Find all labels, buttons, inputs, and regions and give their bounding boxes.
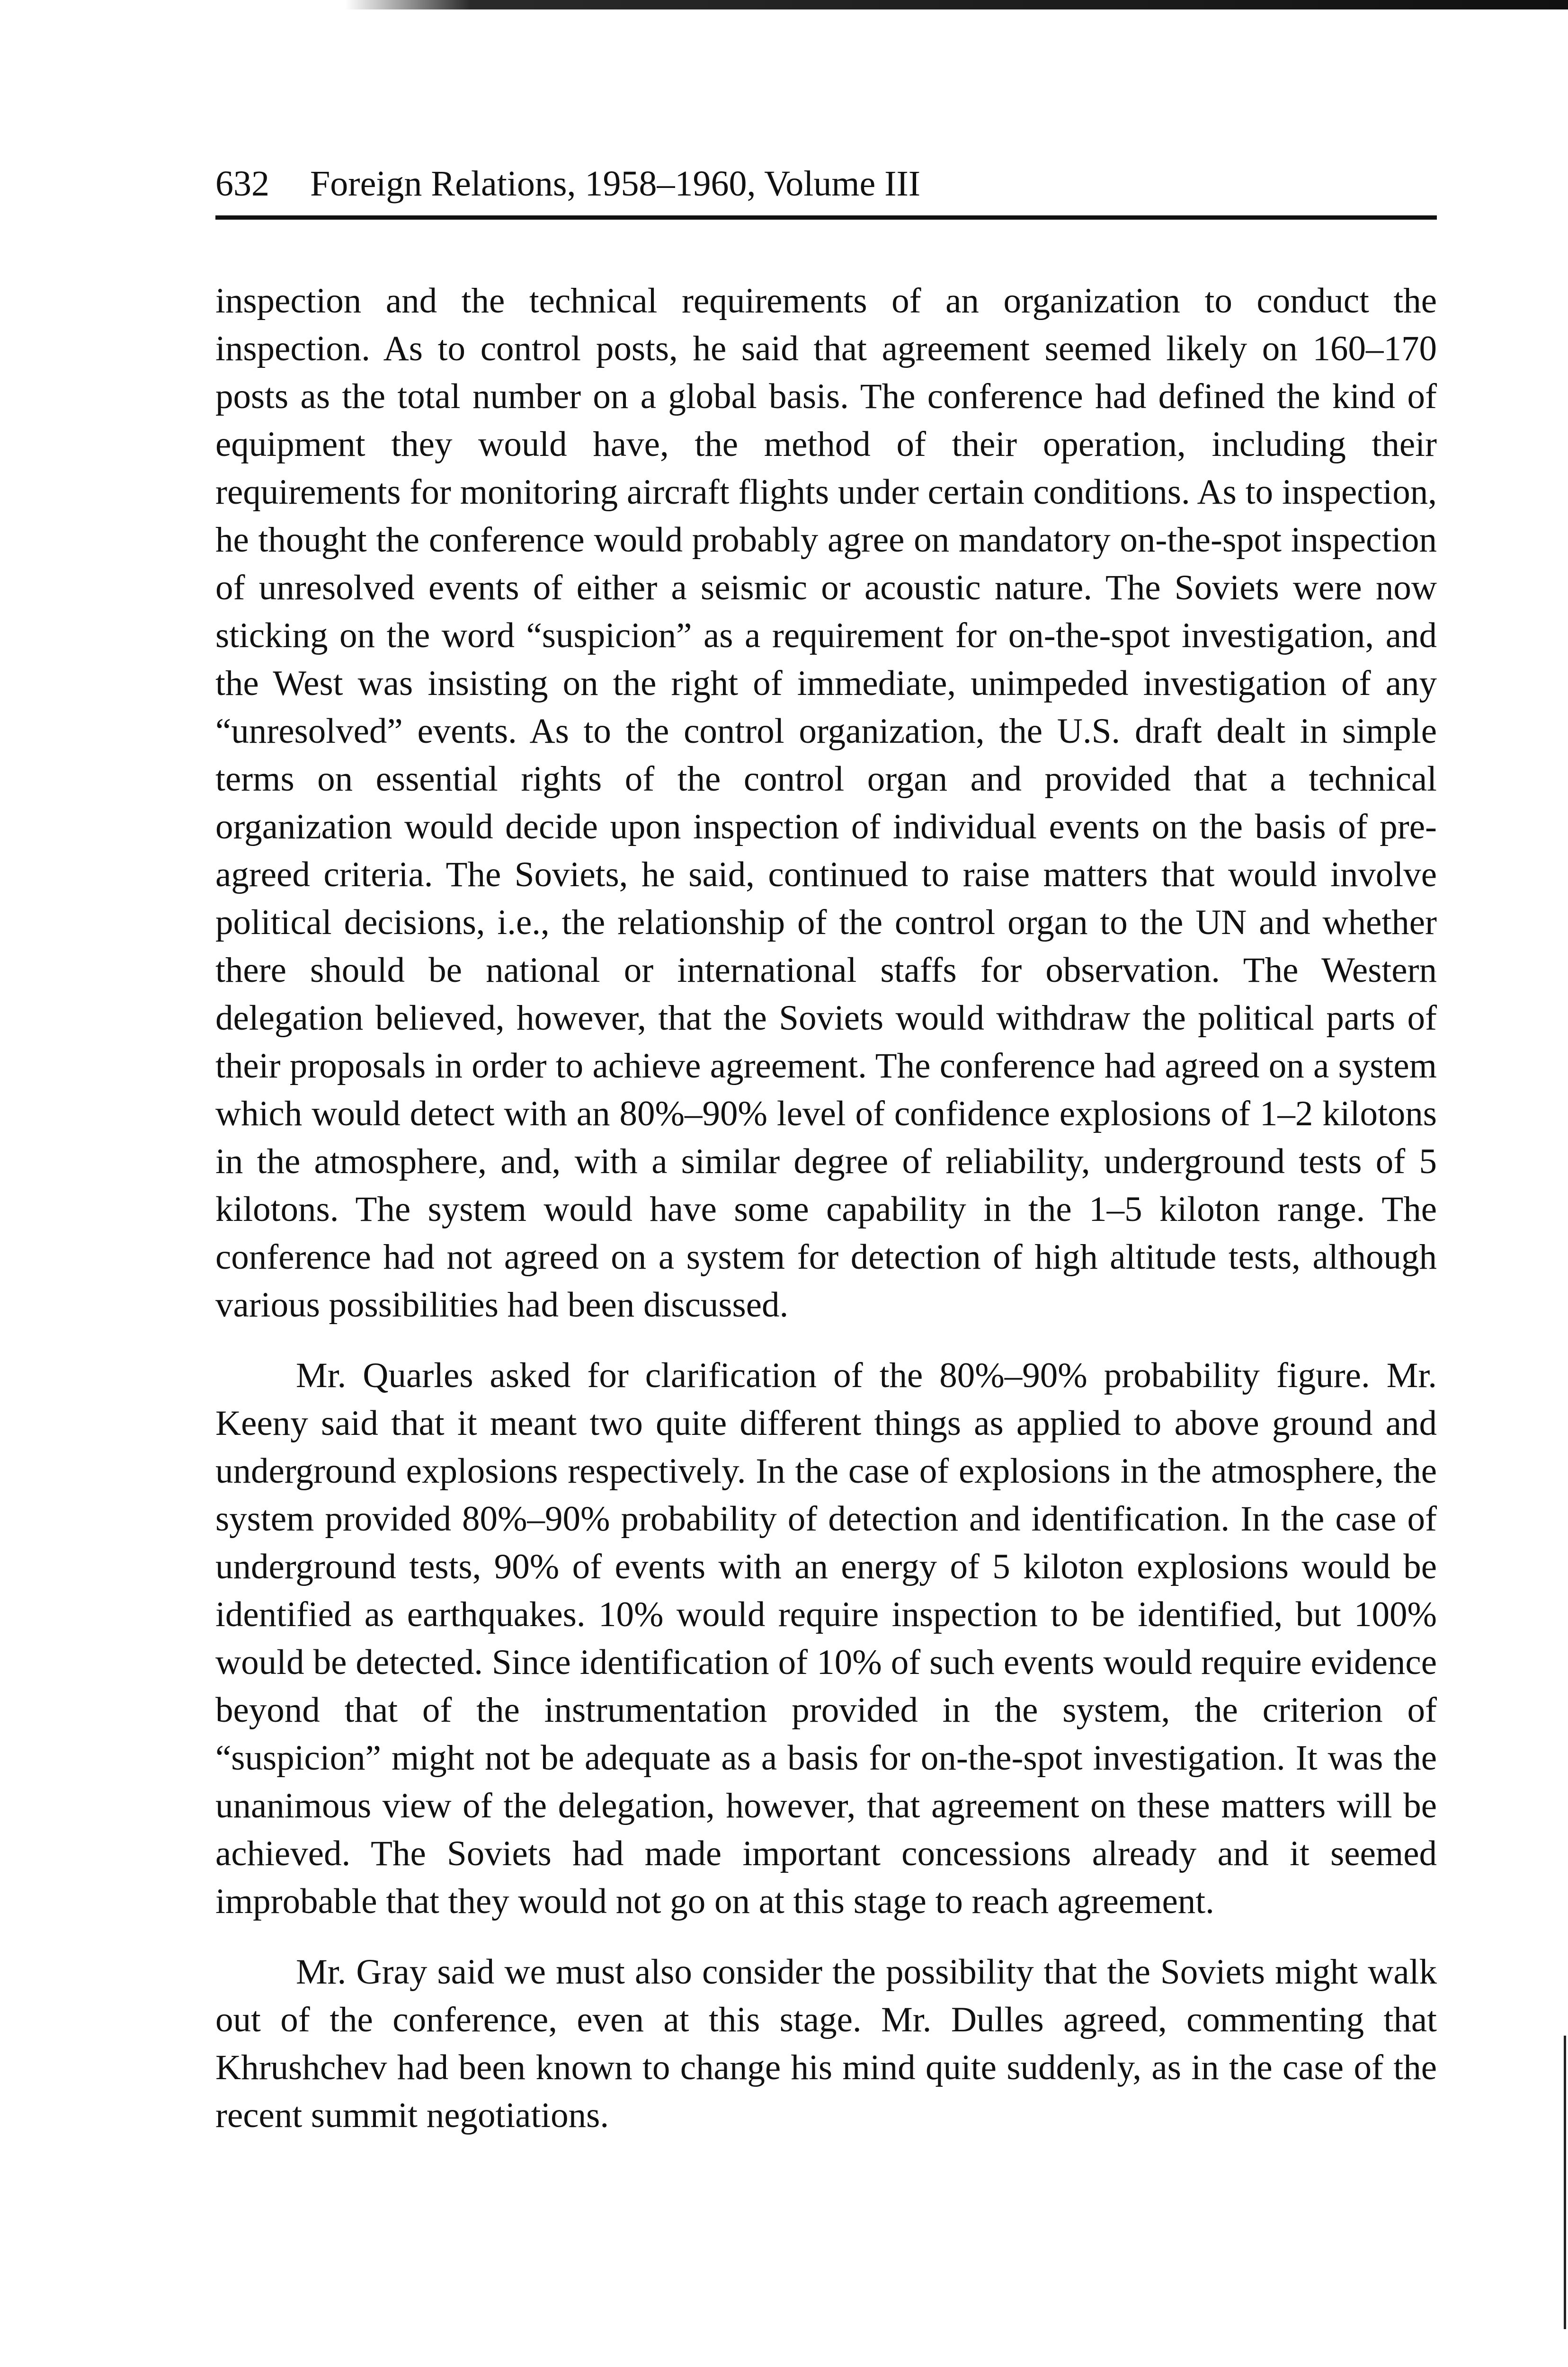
page-header — [215, 154, 1437, 220]
scan-right-edge-mark — [1564, 2036, 1566, 2329]
paragraph-gray: Mr. Gray said we must also consider the possibility that the Soviets might walk out of the conference, even at this stage. Mr. Dulles agreed, commenting that Khrushchev had been known to change his mind quite suddenly, as in the case of the recent summit negotiations. — [215, 1952, 1437, 2135]
body-text — [215, 277, 1437, 2162]
paragraph-continued: inspection and the technical requirements of an organization to conduct the inspection. As to control posts, he said that agreement seemed likely on 160–170 posts as the total number on a global basis. The conference had defined the kind of equipment they would have, the method of their operation, including their requirements for monitoring aircraft flights under certain conditions. As to inspection, he thought the conference would probably agree on mandatory on-the-spot inspection of unresolved events of either a seismic or acoustic nature. The Soviets were now sticking on the word “suspicion” as a requirement for on-the-spot investigation, and the West was insisting on the right of immediate, unimpeded investigation of any “unresolved” events. As to the control organization, the U.S. draft dealt in simple terms on essential rights of the control organ and provided that a technical organization would decide upon inspection of individual events on the basis of pre-agreed criteria. The Soviets, he said, continued to raise matters that would involve political decisions, i.e., the relationship of the control organ to the UN and whether there should be national or international staffs for observation. The Western delegation believed, however, that the Soviets would withdraw the political parts of their proposals in order to achieve agreement. The conference had agreed on a system which would detect with an 80%–90% level of confidence explosions of 1–2 kilotons in the atmosphere, and, with a similar degree of reliability, underground tests of 5 kilotons. The system would have some capability in the 1–5 kiloton range. The conference had not agreed on a system for detection of high altitude tests, although various possibilities had been discussed. — [215, 281, 1437, 1325]
paragraph-quarles: Mr. Quarles asked for clarification of the 80%–90% probability figure. Mr. Keeny said that it meant two quite different things as applied to above ground and underground explosions respectively. In the case of explosions in the atmosphere, the system provided 80%–90% probability of detection and identification. In the case of underground tests, 90% of events with an energy of 5 kiloton explosions would be identified as earthquakes. 10% would require inspection to be identified, but 100% would be detected. Since identification of 10% of such events would require evidence beyond that of the instrumentation provided in the system, the criterion of “suspicion” might not be adequate as a basis for on-the-spot investigation. It was the unanimous view of the delegation, however, that agreement on these matters will be achieved. The Soviets had made important concessions already and it seemed improbable that they would not go on at this stage to reach agreement. — [215, 1356, 1437, 1921]
page-number: 632 — [215, 164, 269, 204]
running-title: Foreign Relations, 1958–1960, Volume III — [310, 164, 921, 204]
scan-top-edge — [0, 0, 1568, 9]
